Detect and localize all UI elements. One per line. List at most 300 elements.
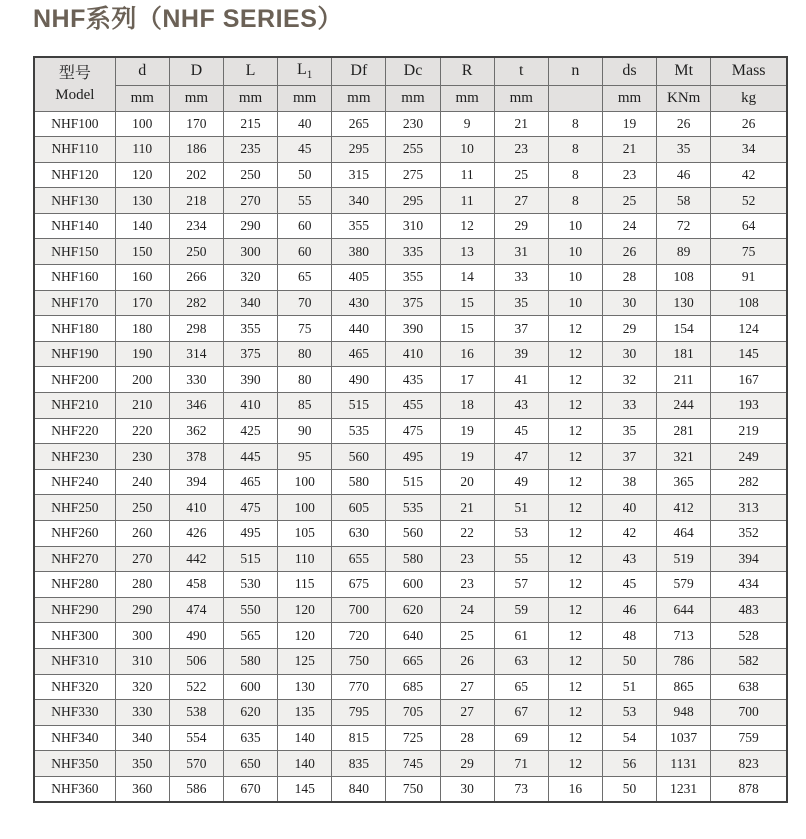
table-cell-Mass: 64 [711,213,787,239]
table-cell-Mass: 313 [711,495,787,521]
table-cell-ds: 28 [602,265,656,291]
table-cell-Df: 355 [332,213,386,239]
table-cell-ds: 35 [602,418,656,444]
header-cell-Mt: Mt [657,57,711,85]
model-label-en: Model [55,86,95,103]
table-cell-Mass: 878 [711,776,787,802]
table-cell-Mass: 124 [711,316,787,342]
table-cell-t: 37 [494,316,548,342]
table-cell-Mass: 34 [711,137,787,163]
table-cell-L: 340 [223,290,277,316]
header-cell-n: n [548,57,602,85]
table-cell-D: 554 [169,725,223,751]
table-cell-Mt: 519 [657,546,711,572]
table-cell-Df: 700 [332,597,386,623]
table-cell-n: 12 [548,444,602,470]
table-cell-R: 12 [440,213,494,239]
table-cell-Mt: 108 [657,265,711,291]
table-cell-ds: 42 [602,521,656,547]
header-cell-R: R [440,57,494,85]
table-row [34,393,787,419]
table-cell-n: 8 [548,188,602,214]
table-cell-Mass: 638 [711,674,787,700]
table-cell-Df: 340 [332,188,386,214]
table-cell-D: 586 [169,776,223,802]
table-cell-L1: 145 [278,776,332,802]
table-cell-L: 235 [223,137,277,163]
table-cell-R: 23 [440,572,494,598]
table-cell-t: 29 [494,213,548,239]
table-cell-R: 11 [440,162,494,188]
table-cell-L1: 95 [278,444,332,470]
table-cell-R: 9 [440,111,494,137]
table-cell-Dc: 745 [386,751,440,777]
table-cell-d: 240 [115,469,169,495]
table-cell-Mass: 352 [711,521,787,547]
table-cell-n: 12 [548,623,602,649]
table-row [34,700,787,726]
header-model-cell [34,57,115,111]
table-cell-Mt: 865 [657,674,711,700]
table-cell-R: 26 [440,648,494,674]
unit-cell-Mass: kg [711,85,787,111]
table-cell-Df: 405 [332,265,386,291]
table-cell-d: 100 [115,111,169,137]
table-row [34,648,787,674]
table-cell-R: 30 [440,776,494,802]
model-cell: NHF160 [34,265,115,291]
unit-cell-L: mm [223,85,277,111]
table-cell-L: 670 [223,776,277,802]
table-cell-D: 202 [169,162,223,188]
table-cell-L: 565 [223,623,277,649]
table-cell-Df: 560 [332,444,386,470]
model-cell: NHF360 [34,776,115,802]
table-cell-Mass: 700 [711,700,787,726]
table-row [34,213,787,239]
model-cell: NHF220 [34,418,115,444]
table-cell-ds: 48 [602,623,656,649]
header-cell-d: d [115,57,169,85]
table-row [34,776,787,802]
table-cell-d: 190 [115,341,169,367]
table-cell-D: 218 [169,188,223,214]
table-cell-ds: 53 [602,700,656,726]
table-row [34,469,787,495]
table-cell-t: 23 [494,137,548,163]
table-cell-n: 12 [548,316,602,342]
table-cell-ds: 30 [602,341,656,367]
table-cell-Df: 655 [332,546,386,572]
model-cell: NHF150 [34,239,115,265]
table-cell-Mt: 713 [657,623,711,649]
table-cell-L: 250 [223,162,277,188]
table-cell-ds: 19 [602,111,656,137]
table-cell-t: 69 [494,725,548,751]
table-cell-Mt: 579 [657,572,711,598]
table-cell-Mass: 108 [711,290,787,316]
table-cell-t: 21 [494,111,548,137]
unit-cell-ds: mm [602,85,656,111]
table-cell-L1: 70 [278,290,332,316]
table-cell-R: 16 [440,341,494,367]
table-cell-d: 230 [115,444,169,470]
table-cell-Mt: 46 [657,162,711,188]
table-cell-R: 18 [440,393,494,419]
table-cell-ds: 56 [602,751,656,777]
table-cell-Mass: 528 [711,623,787,649]
page-title: NHF系列（NHF SERIES） [33,5,343,33]
table-cell-t: 67 [494,700,548,726]
table-cell-t: 53 [494,521,548,547]
table-cell-D: 266 [169,265,223,291]
table-cell-t: 61 [494,623,548,649]
table-cell-Mass: 52 [711,188,787,214]
table-cell-L: 475 [223,495,277,521]
table-cell-R: 29 [440,751,494,777]
table-cell-L1: 115 [278,572,332,598]
table-cell-n: 12 [548,341,602,367]
unit-cell-d: mm [115,85,169,111]
table-cell-Dc: 580 [386,546,440,572]
model-cell: NHF270 [34,546,115,572]
model-cell: NHF120 [34,162,115,188]
table-cell-Df: 835 [332,751,386,777]
table-cell-t: 33 [494,265,548,291]
table-cell-D: 474 [169,597,223,623]
unit-cell-Dc: mm [386,85,440,111]
table-cell-t: 65 [494,674,548,700]
table-cell-t: 63 [494,648,548,674]
table-cell-D: 506 [169,648,223,674]
table-cell-d: 300 [115,623,169,649]
table-cell-D: 522 [169,674,223,700]
table-cell-Dc: 310 [386,213,440,239]
table-cell-R: 19 [440,418,494,444]
table-cell-t: 59 [494,597,548,623]
table-cell-Dc: 255 [386,137,440,163]
table-cell-Mt: 1037 [657,725,711,751]
table-cell-n: 12 [548,495,602,521]
table-cell-L1: 120 [278,597,332,623]
table-cell-Mt: 321 [657,444,711,470]
table-cell-L1: 105 [278,521,332,547]
nhf-series-table [33,56,788,803]
table-cell-t: 49 [494,469,548,495]
table-cell-n: 10 [548,290,602,316]
table-cell-Mt: 130 [657,290,711,316]
table-cell-Df: 630 [332,521,386,547]
table-row [34,137,787,163]
table-cell-L1: 65 [278,265,332,291]
table-cell-t: 51 [494,495,548,521]
table-cell-t: 55 [494,546,548,572]
table-row [34,521,787,547]
table-cell-t: 43 [494,393,548,419]
table-cell-R: 28 [440,725,494,751]
table-cell-L: 650 [223,751,277,777]
table-cell-ds: 21 [602,137,656,163]
table-cell-D: 570 [169,751,223,777]
table-cell-d: 200 [115,367,169,393]
table-cell-Df: 430 [332,290,386,316]
table-cell-d: 310 [115,648,169,674]
table-cell-n: 12 [548,393,602,419]
table-cell-Dc: 410 [386,341,440,367]
table-cell-D: 298 [169,316,223,342]
table-cell-n: 12 [548,597,602,623]
table-cell-Mass: 394 [711,546,787,572]
table-cell-n: 10 [548,239,602,265]
table-cell-Df: 580 [332,469,386,495]
model-cell: NHF260 [34,521,115,547]
header-unit-row [34,85,787,111]
table-cell-n: 12 [548,648,602,674]
unit-cell-D: mm [169,85,223,111]
table-cell-ds: 50 [602,648,656,674]
table-cell-Dc: 335 [386,239,440,265]
table-cell-L: 515 [223,546,277,572]
unit-cell-t: mm [494,85,548,111]
table-row [34,316,787,342]
table-cell-Df: 720 [332,623,386,649]
table-cell-D: 234 [169,213,223,239]
table-row [34,623,787,649]
table-cell-L: 270 [223,188,277,214]
table-cell-ds: 25 [602,188,656,214]
table-cell-t: 25 [494,162,548,188]
table-cell-ds: 45 [602,572,656,598]
table-cell-Mt: 464 [657,521,711,547]
table-cell-L1: 75 [278,316,332,342]
table-cell-Mt: 412 [657,495,711,521]
table-cell-Dc: 515 [386,469,440,495]
table-cell-ds: 38 [602,469,656,495]
table-cell-Dc: 295 [386,188,440,214]
header-label-row [34,57,787,85]
table-cell-Mt: 89 [657,239,711,265]
table-cell-d: 180 [115,316,169,342]
table-cell-d: 320 [115,674,169,700]
table-cell-Mass: 434 [711,572,787,598]
table-cell-L1: 55 [278,188,332,214]
table-cell-R: 20 [440,469,494,495]
table-cell-ds: 26 [602,239,656,265]
table-cell-n: 10 [548,265,602,291]
table-cell-Mass: 823 [711,751,787,777]
table-cell-L: 465 [223,469,277,495]
table-cell-Mass: 167 [711,367,787,393]
table-cell-L: 530 [223,572,277,598]
table-cell-Mt: 181 [657,341,711,367]
table-cell-Mt: 948 [657,700,711,726]
table-cell-Dc: 600 [386,572,440,598]
table-cell-Mass: 582 [711,648,787,674]
table-cell-Mass: 91 [711,265,787,291]
table-cell-n: 12 [548,751,602,777]
table-cell-Dc: 495 [386,444,440,470]
table-cell-Mass: 75 [711,239,787,265]
table-cell-D: 282 [169,290,223,316]
table-cell-R: 11 [440,188,494,214]
table-cell-R: 13 [440,239,494,265]
table-cell-L: 580 [223,648,277,674]
table-cell-n: 12 [548,572,602,598]
table-cell-Dc: 375 [386,290,440,316]
table-row [34,418,787,444]
table-cell-L1: 60 [278,239,332,265]
table-cell-Dc: 275 [386,162,440,188]
table-cell-Dc: 560 [386,521,440,547]
table-cell-L1: 140 [278,725,332,751]
table-cell-n: 12 [548,367,602,393]
table-cell-L: 550 [223,597,277,623]
model-cell: NHF300 [34,623,115,649]
table-cell-L1: 85 [278,393,332,419]
table-cell-D: 250 [169,239,223,265]
table-cell-D: 170 [169,111,223,137]
table-row [34,444,787,470]
model-cell: NHF180 [34,316,115,342]
table-cell-L: 445 [223,444,277,470]
table-cell-d: 210 [115,393,169,419]
table-cell-n: 12 [548,546,602,572]
model-cell: NHF340 [34,725,115,751]
table-row [34,546,787,572]
table-cell-Df: 315 [332,162,386,188]
header-cell-t: t [494,57,548,85]
header-cell-Mass: Mass [711,57,787,85]
table-cell-Dc: 750 [386,776,440,802]
table-cell-R: 23 [440,546,494,572]
table-header [34,57,787,111]
table-cell-Mass: 26 [711,111,787,137]
table-cell-d: 340 [115,725,169,751]
table-cell-Dc: 640 [386,623,440,649]
table-cell-Df: 295 [332,137,386,163]
table-cell-Dc: 435 [386,367,440,393]
table-cell-d: 220 [115,418,169,444]
table-cell-L: 290 [223,213,277,239]
table-cell-L1: 110 [278,546,332,572]
table-row [34,367,787,393]
table-cell-Mt: 786 [657,648,711,674]
table-cell-t: 73 [494,776,548,802]
table-cell-L1: 130 [278,674,332,700]
unit-cell-R: mm [440,85,494,111]
table-cell-d: 160 [115,265,169,291]
table-cell-t: 41 [494,367,548,393]
model-cell: NHF230 [34,444,115,470]
header-cell-Df: Df [332,57,386,85]
table-cell-Df: 605 [332,495,386,521]
table-cell-Dc: 665 [386,648,440,674]
table-cell-Mt: 26 [657,111,711,137]
table-row [34,341,787,367]
table-cell-R: 10 [440,137,494,163]
table-cell-D: 186 [169,137,223,163]
table-cell-ds: 37 [602,444,656,470]
table-cell-L1: 140 [278,751,332,777]
table-row [34,751,787,777]
table-cell-Mt: 365 [657,469,711,495]
table-cell-t: 27 [494,188,548,214]
model-cell: NHF200 [34,367,115,393]
header-cell-ds: ds [602,57,656,85]
table-cell-Mass: 282 [711,469,787,495]
table-cell-Df: 675 [332,572,386,598]
table-cell-d: 150 [115,239,169,265]
table-cell-Df: 465 [332,341,386,367]
table-cell-t: 57 [494,572,548,598]
table-cell-t: 39 [494,341,548,367]
table-cell-Dc: 535 [386,495,440,521]
table-cell-Dc: 620 [386,597,440,623]
table-cell-D: 330 [169,367,223,393]
table-cell-n: 12 [548,469,602,495]
table-cell-L1: 100 [278,469,332,495]
table-cell-ds: 43 [602,546,656,572]
table-cell-Df: 840 [332,776,386,802]
table-row [34,162,787,188]
table-cell-Dc: 705 [386,700,440,726]
table-cell-D: 490 [169,623,223,649]
unit-cell-Mt: KNm [657,85,711,111]
table-cell-d: 350 [115,751,169,777]
table-cell-t: 35 [494,290,548,316]
table-cell-D: 378 [169,444,223,470]
model-cell: NHF110 [34,137,115,163]
table-cell-ds: 24 [602,213,656,239]
table-cell-n: 12 [548,418,602,444]
table-cell-R: 22 [440,521,494,547]
table-cell-L1: 100 [278,495,332,521]
table-cell-ds: 54 [602,725,656,751]
table-cell-D: 426 [169,521,223,547]
table-cell-R: 27 [440,674,494,700]
table-cell-Df: 750 [332,648,386,674]
table-cell-L1: 50 [278,162,332,188]
table-cell-Df: 770 [332,674,386,700]
table-cell-L: 215 [223,111,277,137]
table-cell-Mt: 1131 [657,751,711,777]
table-cell-Mt: 154 [657,316,711,342]
table-cell-D: 538 [169,700,223,726]
table-cell-ds: 51 [602,674,656,700]
table-cell-L1: 60 [278,213,332,239]
table-cell-R: 17 [440,367,494,393]
table-cell-L: 390 [223,367,277,393]
model-cell: NHF170 [34,290,115,316]
table-cell-d: 270 [115,546,169,572]
table-cell-L: 635 [223,725,277,751]
table-cell-R: 27 [440,700,494,726]
table-cell-ds: 50 [602,776,656,802]
model-label-cn: 型号 [58,64,91,82]
table-cell-Mt: 644 [657,597,711,623]
table-cell-Mt: 211 [657,367,711,393]
table-cell-Df: 535 [332,418,386,444]
header-cell-L: L [223,57,277,85]
table-cell-Df: 815 [332,725,386,751]
table-row [34,597,787,623]
model-cell: NHF130 [34,188,115,214]
table-cell-d: 360 [115,776,169,802]
table-cell-Dc: 455 [386,393,440,419]
table-cell-R: 19 [440,444,494,470]
table-cell-Mt: 72 [657,213,711,239]
table-cell-n: 16 [548,776,602,802]
